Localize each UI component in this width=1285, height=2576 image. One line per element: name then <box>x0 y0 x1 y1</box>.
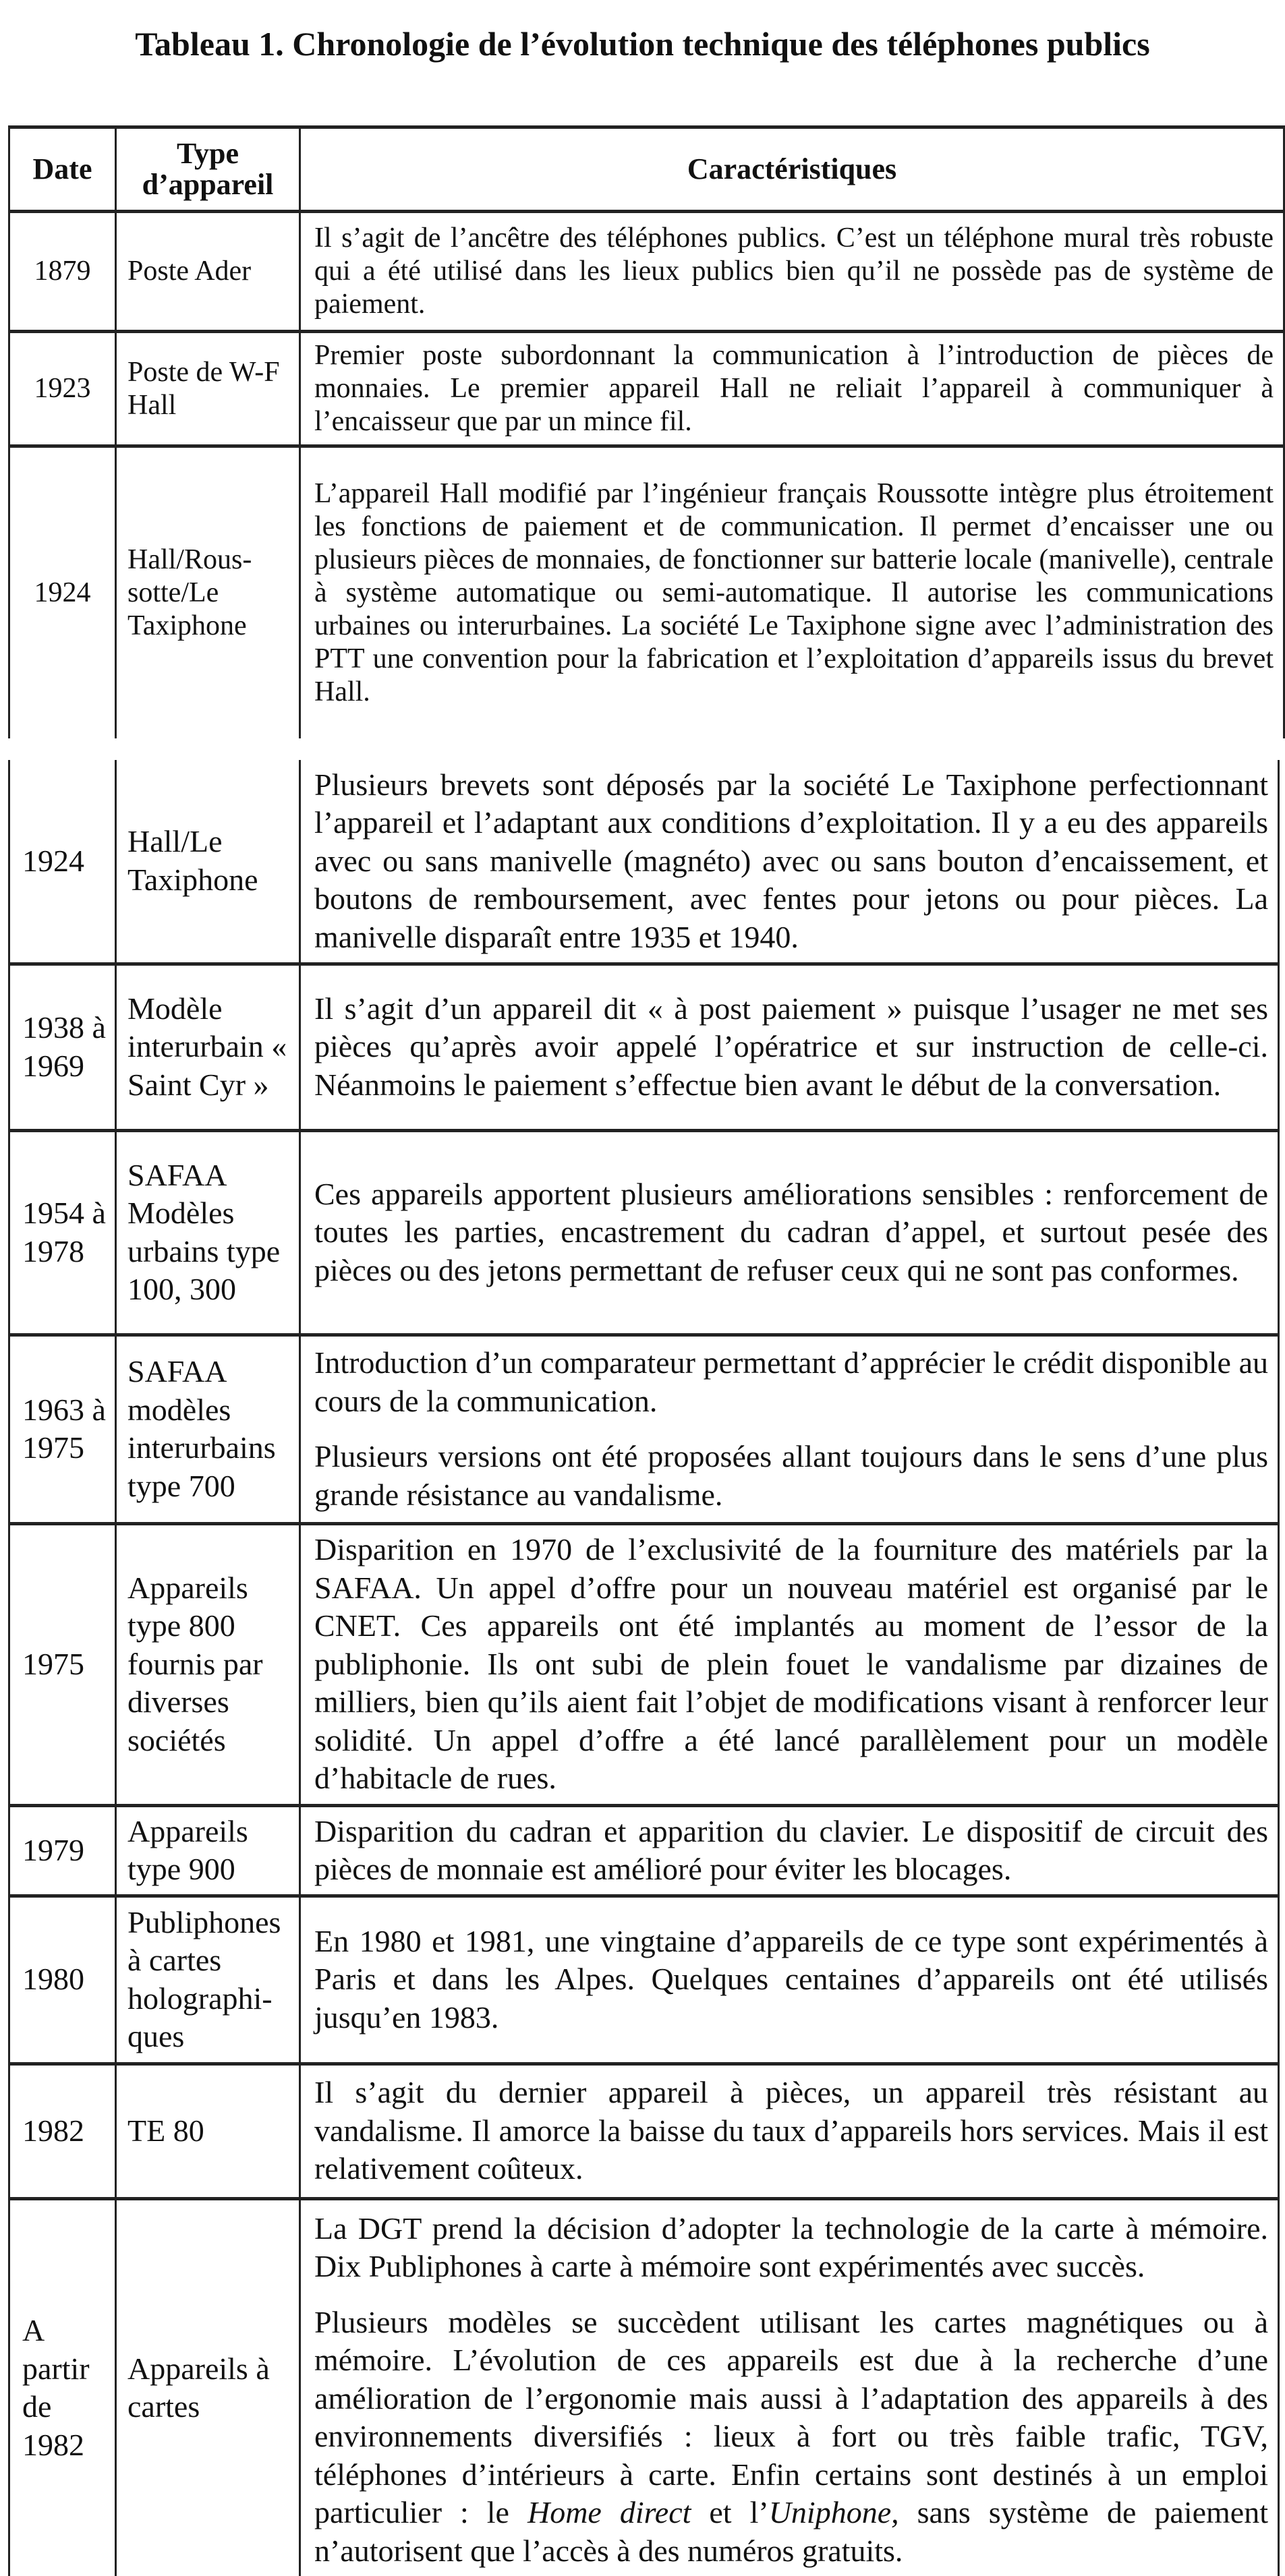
row-type: SAFAA Modèles urbains type 100, 300 <box>116 1130 300 1335</box>
header-characteristics: Caractéristiques <box>300 127 1284 212</box>
row-date: A partir de 1982 <box>9 2198 116 2576</box>
row-paragraph: Disparition du cadran et apparition du clavier. Le dispositif de circuit des pièces de monnaie est amélioré pour éviter les blocages. <box>314 1813 1268 1886</box>
row-type: TE 80 <box>116 2063 300 2198</box>
row-characteristics <box>300 212 1284 332</box>
table-row <box>9 760 1279 964</box>
row-characteristics <box>300 2063 1279 2198</box>
row-paragraph: Il s’agit d’un appareil dit « à post paiement » puisque l’usager ne met ses pièces qu’après avoir appelé l’opératrice et sur instruction de celle-ci. Néanmoins le paiement s’effectue bien avant le début de la conversation. <box>314 991 1268 1102</box>
row-characteristics <box>300 1523 1279 1805</box>
chronology-table-part-1 <box>8 125 1285 738</box>
table-row <box>9 332 1284 446</box>
table-row <box>9 1523 1279 1805</box>
italic-term-uniphone: Uniphone, <box>768 2495 899 2529</box>
row-characteristics <box>300 760 1279 964</box>
row-date: 1975 <box>9 1523 116 1805</box>
row-date: 1923 <box>9 332 116 446</box>
row-paragraph: Ces appareils apportent plusieurs améliorations sensibles : renforcement de toutes les parties, encastrement du cadran d’appel, et surtout pesée des pièces ou des jetons permettant de refuser ceux qui ne sont pas conformes. <box>314 1176 1268 1287</box>
text-segment: Plusieurs modèles se succèdent utilisant les cartes magnétiques ou à mémoire. L’évolution de ces appareils est due à la recherche d’une amélioration de l’ergonomie mais aussi à l’adaptation des appareils à des environnements diversifiés : lieux à fort ou très faible trafic, TGV, téléphones d’intérieurs à carte. Enfin certains sont destinés à un emploi particulier : le <box>314 2304 1268 2529</box>
row-date: 1980 <box>9 1896 116 2063</box>
row-paragraph: Il s’agit de l’ancêtre des téléphones publics. C’est un téléphone mural très robuste qui a été utilisé dans les lieux publics bien qu’il ne possède pas de système de paiement. <box>314 223 1274 320</box>
row-type: Poste de W-F Hall <box>116 332 300 446</box>
row-paragraph: L’appareil Hall modifié par l’ingénieur français Roussotte intègre plus étroitement les fonctions de paiement et de communication. Il permet d’encaisser une ou plusieurs pièces de monnaies, de fonctionner sur batterie locale (manivelle), centrale à système automatique ou semi-automatique. Il autorise les communications urbaines ou interurbaines. La société Le Taxiphone signe avec l’administration des PTT une convention pour la fabrication et l’exploitation d’appareils issus du brevet Hall. <box>314 477 1274 707</box>
row-type: Modèle interurbain « Saint Cyr » <box>116 964 300 1130</box>
table-row <box>9 2198 1279 2576</box>
table-row <box>9 964 1279 1130</box>
table-row <box>9 2063 1279 2198</box>
row-date: 1924 <box>9 446 116 738</box>
row-type: Hall/Le Taxiphone <box>116 760 300 964</box>
row-paragraph: Premier poste subordonnant la communication à l’introduction de pièces de monnaies. Le premier appareil Hall ne reliait l’appareil à communiquer à l’encaisseur que par un mince fil. <box>314 340 1274 437</box>
row-date: 1879 <box>9 212 116 332</box>
row-date: 1924 <box>9 760 116 964</box>
row-type: Poste Ader <box>116 212 300 332</box>
chronology-table-part-2 <box>8 760 1280 2576</box>
header-type-line-2: d’appareil <box>142 168 274 201</box>
row-paragraph: Plusieurs versions ont été proposées allant toujours dans le sens d’une plus grande résistance au vandalisme. <box>314 1439 1268 1512</box>
row-characteristics <box>300 446 1284 738</box>
row-type: Appareils à cartes <box>116 2198 300 2576</box>
table-row <box>9 1130 1279 1335</box>
row-paragraph: Disparition en 1970 de l’exclusivité de la fourniture des matériels par la SAFAA. Un appel d’offre pour un nouveau matériel est organisé par le CNET. Ces appareils ont été implantés au moment de l’essor de la publiphonie. Ils ont subi de plein fouet le vandalisme par dizaines de milliers, bien qu’ils aient fait l’objet de modifications visant à renforcer leur solidité. Un appel d’offre a été lancé parallèlement pour un modèle d’habitacle de rues. <box>314 1532 1268 1796</box>
row-type: Appareils type 800 fournis par diverses sociétés <box>116 1523 300 1805</box>
table-row <box>9 1805 1279 1896</box>
header-row <box>9 127 1284 212</box>
row-paragraph: Il s’agit du dernier appareil à pièces, un appareil très résistant au vandalisme. Il amorce la baisse du taux d’appareils hors services. Mais il est relativement coûteux. <box>314 2075 1268 2186</box>
row-characteristics <box>300 1335 1279 1523</box>
row-characteristics <box>300 332 1284 446</box>
row-characteristics <box>300 1805 1279 1896</box>
header-date: Date <box>9 127 116 212</box>
row-paragraph-with-italics <box>314 2304 1268 2571</box>
row-date: 1938 à 1969 <box>9 964 116 1130</box>
row-type: Publiphones à cartes holographi-ques <box>116 1896 300 2063</box>
row-type: Hall/Rous-sotte/Le Taxiphone <box>116 446 300 738</box>
table-title: Tableau 1. Chronologie de l’évolution technique des téléphones publics <box>135 25 1150 63</box>
row-type: SAFAA modèles interurbains type 700 <box>116 1335 300 1523</box>
row-type: Appareils type 900 <box>116 1805 300 1896</box>
table-row <box>9 1896 1279 2063</box>
row-paragraph: En 1980 et 1981, une vingtaine d’appareils de ce type sont expérimentés à Paris et dans les Alpes. Quelques centaines d’appareils ont été utilisés jusqu’en 1983. <box>314 1923 1268 2035</box>
table-row <box>9 446 1284 738</box>
row-date: 1963 à 1975 <box>9 1335 116 1523</box>
italic-term-home-direct: Home direct <box>527 2495 691 2529</box>
row-paragraph: Introduction d’un comparateur permettant d’apprécier le crédit disponible au cours de la communication. <box>314 1345 1268 1418</box>
row-paragraph: La DGT prend la décision d’adopter la technologie de la carte à mémoire. Dix Publiphones à carte à mémoire sont expérimentés avec succès. <box>314 2211 1268 2283</box>
text-segment: et l’ <box>691 2495 769 2529</box>
row-characteristics <box>300 1130 1279 1335</box>
row-date: 1982 <box>9 2063 116 2198</box>
row-characteristics <box>300 2198 1279 2576</box>
row-paragraph: Plusieurs brevets sont déposés par la société Le Taxiphone perfectionnant l’appareil et l’adaptant aux conditions d’exploitation. Il y a eu des appareils avec ou sans manivelle (magnéto) avec ou sans bouton d’encaissement, et boutons de remboursement, avec fentes pour jetons ou pour pièces. La manivelle disparaît entre 1935 et 1940. <box>314 767 1268 954</box>
header-type <box>116 127 300 212</box>
table-row <box>9 1335 1279 1523</box>
row-date: 1954 à 1978 <box>9 1130 116 1335</box>
table-row <box>9 212 1284 332</box>
row-characteristics <box>300 964 1279 1130</box>
header-type-line-1: Type <box>176 137 239 170</box>
row-characteristics <box>300 1896 1279 2063</box>
text-segment: sans système de paiement n’autorisent que l’accès à des numéros gratuits. <box>314 2495 1268 2568</box>
row-date: 1979 <box>9 1805 116 1896</box>
